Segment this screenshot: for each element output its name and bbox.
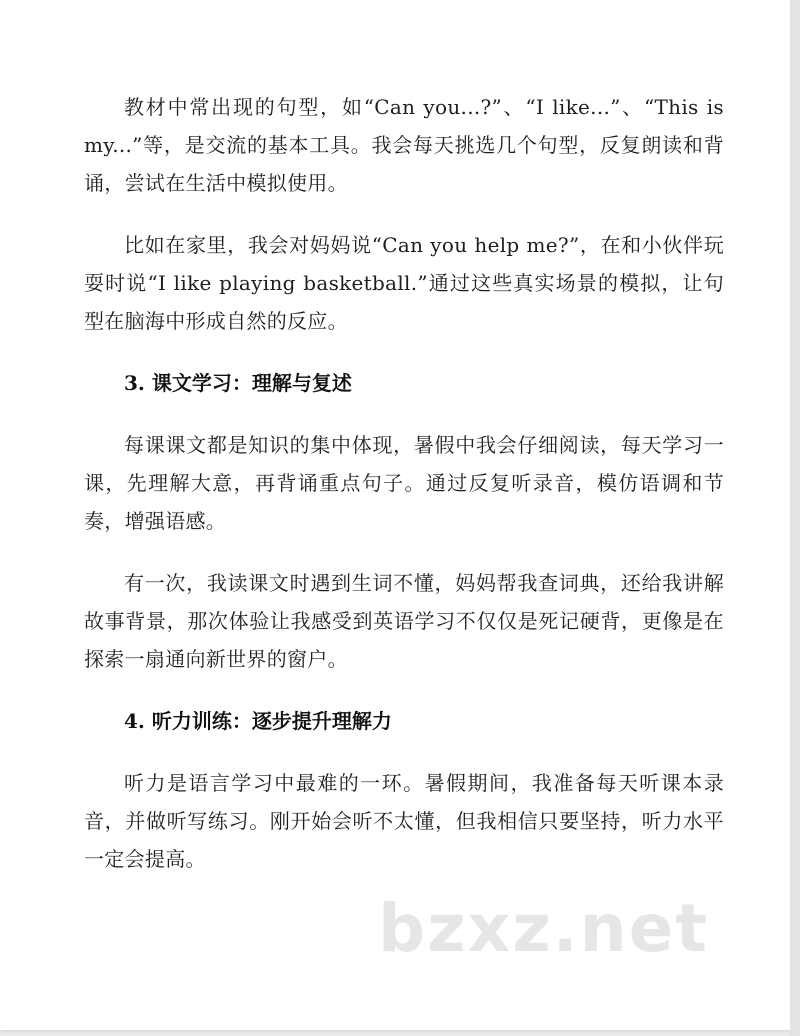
document-body <box>84 88 724 878</box>
paragraph-gap <box>84 402 724 426</box>
paragraph-text-study: 每课课文都是知识的集中体现，暑假中我会仔细阅读，每天学习一课，先理解大意，再背诵重点句子。通过反复听录音，模仿语调和节奏，增强语感。 <box>84 433 724 533</box>
paragraph-home-example: 比如在家里，我会对妈妈说“Can you help me?”，在和小伙伴玩耍时说“I like playing basketball.”通过这些真实场景的模拟，让句型在脑海中形成自然的反应。 <box>84 233 724 333</box>
paragraph-gap <box>84 202 724 226</box>
section-heading-text-study: 3. 课文学习：理解与复述 <box>124 371 352 395</box>
paragraph-sentence-patterns: 教材中常出现的句型，如“Can you...?”、“I like...”、“This is my...”等，是交流的基本工具。我会每天挑选几个句型，反复朗读和背诵，尝试在生活中模拟使用。 <box>84 95 724 195</box>
section-heading-listening: 4. 听力训练：逐步提升理解力 <box>124 709 392 733</box>
viewer-edge <box>790 0 800 1036</box>
paragraph-gap <box>84 740 724 764</box>
paragraph-dictionary-story: 有一次，我读课文时遇到生词不懂，妈妈帮我查词典，还给我讲解故事背景，那次体验让我感受到英语学习不仅仅是死记硬背，更像是在探索一扇通向新世界的窗户。 <box>84 571 724 671</box>
watermark: bzxz.net <box>378 890 710 967</box>
paragraph-gap <box>84 340 724 364</box>
paragraph-gap <box>84 678 724 702</box>
paragraph-listening: 听力是语言学习中最难的一环。暑假期间，我准备每天听课本录音，并做听写练习。刚开始会听不太懂，但我相信只要坚持，听力水平一定会提高。 <box>84 771 724 871</box>
paragraph-gap <box>84 540 724 564</box>
